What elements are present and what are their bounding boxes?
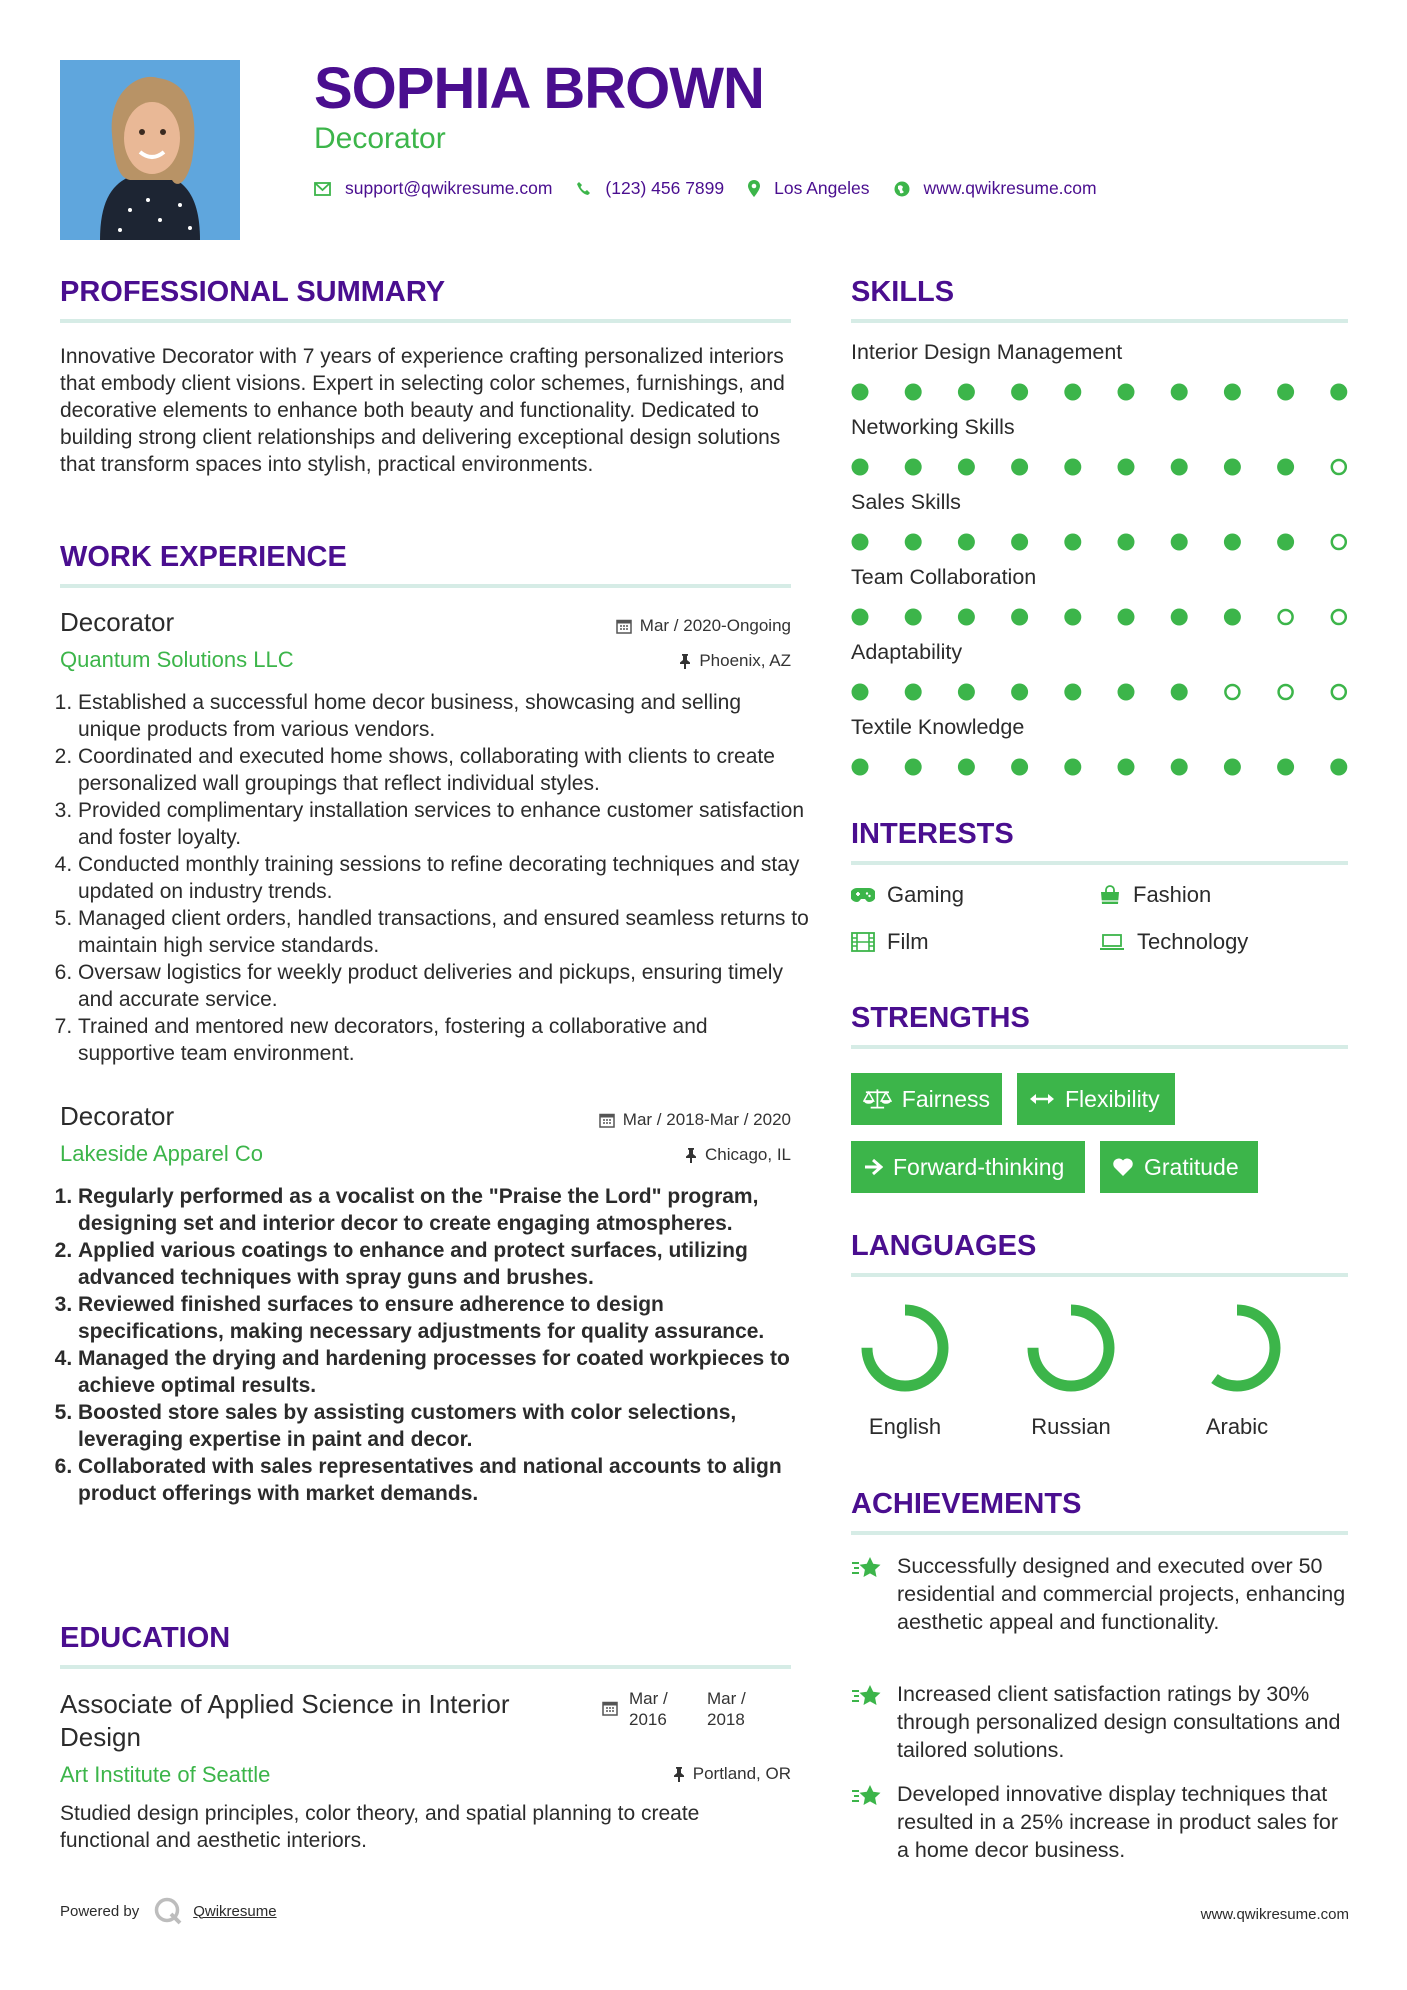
strength-badge: [851, 1141, 1085, 1193]
achievement-text: Increased client satisfaction ratings by 30% through personalized design consultations and tailored solutions.: [897, 1682, 1341, 1762]
achievement-text: Successfully designed and executed over 50 residential and commercial projects, enhancing aesthetic appeal and functionality.: [897, 1554, 1346, 1634]
rating-dot-filled: [958, 534, 975, 551]
language-proficiency-ring: [1021, 1298, 1121, 1398]
responsibility-item: 3. Provided complimentary installation services to enhance customer satisfaction and foster loyalty.: [78, 797, 809, 851]
pin-icon: [679, 653, 691, 669]
skill-name: Interior Design Management: [851, 340, 1123, 364]
job-dates: [599, 1110, 791, 1130]
job-location: [679, 651, 791, 671]
rating-dot-filled: [852, 534, 869, 551]
education-start-date: Mar / 2016: [629, 1689, 668, 1729]
heart-icon: [1112, 1157, 1134, 1177]
rating-dot-filled: [905, 534, 922, 551]
rating-dot-filled: [852, 384, 869, 401]
rating-dot-filled: [1118, 759, 1135, 776]
interests-heading: INTERESTS: [851, 818, 1014, 850]
qwikresume-logo-icon: [153, 1896, 183, 1926]
rating-dot-filled: [1224, 384, 1241, 401]
skill-name: Networking Skills: [851, 415, 1015, 439]
balance-scale-icon: [863, 1088, 892, 1110]
languages-heading: LANGUAGES: [851, 1230, 1037, 1262]
strength-badge: [1017, 1073, 1175, 1125]
star-icon: [851, 1684, 883, 1710]
skill-rating: [851, 531, 1351, 553]
job-responsibilities: [60, 1183, 809, 1507]
rating-dot-empty: [1225, 685, 1239, 699]
powered-by-text: Powered by: [60, 1902, 140, 1920]
education-end-date: Mar / 2018: [707, 1689, 746, 1729]
map-marker-icon: [748, 180, 760, 197]
calendar-icon: [599, 1112, 615, 1128]
interest-item: [851, 929, 929, 955]
strength-label: Fairness: [901, 1085, 990, 1112]
job-location-text: Chicago, IL: [705, 1145, 791, 1164]
rating-dot-empty: [1332, 610, 1346, 624]
rating-dot-filled: [1118, 384, 1135, 401]
rating-dot-filled: [1224, 759, 1241, 776]
contact-website[interactable]: [894, 178, 1097, 199]
language-proficiency-ring: [855, 1298, 955, 1398]
achievement-item: [851, 1680, 1351, 1764]
job-title: Decorator: [60, 1101, 175, 1131]
footer-powered-by: [60, 1896, 277, 1926]
interest-item: [851, 882, 964, 908]
job-dates-text: Mar / 2018-Mar / 2020: [622, 1110, 791, 1129]
rating-dot-filled: [1330, 759, 1347, 776]
responsibility-item: 6. Oversaw logistics for weekly product deliveries and pickups, ensuring timely and accurate service.: [78, 959, 809, 1013]
education-heading: EDUCATION: [60, 1622, 231, 1654]
film-icon: [851, 932, 875, 952]
phone-text: (123) 456 7899: [605, 178, 725, 198]
section-divider: [851, 1273, 1348, 1277]
responsibility-item: 2. Coordinated and executed home shows, collaborating with clients to create personalized wall groupings that reflect individual styles.: [78, 743, 809, 797]
responsibility-item: 5. Managed client orders, handled transactions, and ensured seamless returns to maintain high service standards.: [78, 905, 809, 959]
responsibility-item: 7. Trained and mentored new decorators, fostering a collaborative and supportive team environment.: [78, 1013, 809, 1067]
language-proficiency-arc: [1199, 1310, 1275, 1386]
section-divider: [851, 1531, 1348, 1535]
rating-dot-filled: [1064, 384, 1081, 401]
rating-dot-filled: [1277, 534, 1294, 551]
globe-icon: [894, 181, 910, 197]
calendar-icon: [602, 1700, 618, 1716]
strength-label: Gratitude: [1144, 1153, 1239, 1180]
rating-dot-filled: [958, 384, 975, 401]
brand-link[interactable]: Qwikresume: [193, 1902, 277, 1920]
achievements-heading: ACHIEVEMENTS: [851, 1488, 1082, 1520]
interest-item: [1099, 882, 1211, 908]
skill-name: Team Collaboration: [851, 565, 1037, 589]
rating-dot-filled: [958, 459, 975, 476]
rating-dot-filled: [1011, 684, 1028, 701]
section-divider: [60, 1665, 791, 1669]
rating-dot-filled: [1224, 609, 1241, 626]
skill-rating: [851, 756, 1351, 778]
arrow-right-icon: [863, 1158, 883, 1176]
rating-dot-empty: [1279, 685, 1293, 699]
contact-bar: [314, 178, 1121, 199]
laptop-icon: [1099, 933, 1125, 951]
language-name: Russian: [1031, 1414, 1111, 1439]
footer-url[interactable]: www.qwikresume.com: [1200, 1906, 1349, 1923]
rating-dot-filled: [1011, 534, 1028, 551]
section-divider: [60, 584, 791, 588]
section-divider: [851, 1045, 1348, 1049]
job-dates-text: Mar / 2020-Ongoing: [639, 616, 791, 635]
strength-badge: [1100, 1141, 1258, 1193]
skill-rating: [851, 456, 1351, 478]
rating-dot-filled: [1118, 534, 1135, 551]
interest-label: Technology: [1137, 929, 1249, 954]
rating-dot-filled: [958, 759, 975, 776]
candidate-role: Decorator: [314, 122, 446, 155]
skill-rating: [851, 606, 1351, 628]
rating-dot-filled: [1011, 384, 1028, 401]
rating-dot-filled: [1277, 759, 1294, 776]
education-description: Studied design principles, color theory, and spatial planning to create functional and aesthetic interiors.: [60, 1802, 700, 1852]
job-location: [685, 1145, 791, 1165]
rating-dot-filled: [1118, 459, 1135, 476]
star-icon: [851, 1784, 883, 1810]
contact-location: [748, 178, 869, 199]
rating-dot-filled: [905, 684, 922, 701]
calendar-icon: [616, 618, 632, 634]
rating-dot-filled: [1224, 534, 1241, 551]
responsibility-item: 4. Managed the drying and hardening processes for coated workpieces to achieve optimal results.: [78, 1345, 809, 1399]
candidate-name: SOPHIA BROWN: [314, 56, 764, 121]
rating-dot-filled: [905, 759, 922, 776]
gamepad-icon: [851, 887, 875, 903]
summary-text: Innovative Decorator with 7 years of experience crafting personalized interiors that embody client visions. Expert in selecting color schemes, furnishings, and decorative elements to enhance both beauty and functionality. Dedicated to building strong client relationships and delivering exceptional design solutions that transform spaces into stylish, practical environments.: [60, 345, 785, 476]
rating-dot-filled: [1277, 384, 1294, 401]
language-proficiency-ring: [1187, 1298, 1287, 1398]
website-text: www.qwikresume.com: [923, 178, 1097, 198]
responsibility-item: 1. Regularly performed as a vocalist on the "Praise the Lord" program, designing set and interior decor to create engaging atmospheres.: [78, 1183, 809, 1237]
rating-dot-filled: [1011, 609, 1028, 626]
contact-email[interactable]: [314, 178, 552, 199]
arrows-horizontal-icon: [1029, 1092, 1055, 1106]
location-text: Los Angeles: [774, 178, 870, 198]
responsibility-item: 6. Collaborated with sales representatives and national accounts to align product offerings with market demands.: [78, 1453, 809, 1507]
pin-icon: [685, 1147, 697, 1163]
language-proficiency-arc: [1033, 1310, 1109, 1386]
skill-name: Sales Skills: [851, 490, 961, 514]
language-name: Arabic: [1205, 1414, 1269, 1439]
strengths-heading: STRENGTHS: [851, 1002, 1030, 1034]
summary-heading: PROFESSIONAL SUMMARY: [60, 276, 446, 308]
job-title: Decorator: [60, 607, 175, 637]
rating-dot-filled: [852, 684, 869, 701]
interest-item: [1099, 929, 1248, 955]
phone-icon: [576, 181, 591, 196]
responsibility-item: 3. Reviewed finished surfaces to ensure adherence to design specifications, making necessary adjustments for quality assurance.: [78, 1291, 809, 1345]
rating-dot-empty: [1332, 460, 1346, 474]
profile-photo: [60, 60, 240, 240]
rating-dot-filled: [1171, 759, 1188, 776]
rating-dot-filled: [1064, 534, 1081, 551]
skill-name: Adaptability: [851, 640, 963, 664]
rating-dot-filled: [905, 459, 922, 476]
school-name: Art Institute of Seattle: [60, 1762, 271, 1787]
envelope-icon: [314, 182, 331, 196]
star-icon: [851, 1556, 883, 1582]
rating-dot-filled: [1011, 759, 1028, 776]
rating-dot-filled: [1171, 609, 1188, 626]
section-divider: [851, 861, 1348, 865]
education-location: [673, 1764, 791, 1784]
strength-badge: [851, 1073, 1002, 1125]
skill-name: Textile Knowledge: [851, 715, 1025, 739]
interest-label: Film: [887, 929, 929, 954]
rating-dot-empty: [1332, 535, 1346, 549]
company-name: Quantum Solutions LLC: [60, 647, 294, 672]
rating-dot-filled: [1118, 609, 1135, 626]
achievement-item: [851, 1552, 1351, 1636]
language-name: English: [868, 1414, 942, 1439]
work-heading: WORK EXPERIENCE: [60, 541, 347, 573]
skills-heading: SKILLS: [851, 276, 955, 308]
responsibility-item: 5. Boosted store sales by assisting customers with color selections, leveraging expertise in paint and decor.: [78, 1399, 809, 1453]
rating-dot-filled: [1171, 459, 1188, 476]
rating-dot-filled: [1224, 459, 1241, 476]
email-text: support@qwikresume.com: [345, 178, 553, 198]
rating-dot-filled: [1171, 534, 1188, 551]
achievement-item: [851, 1780, 1351, 1864]
section-divider: [60, 319, 791, 323]
responsibility-item: 2. Applied various coatings to enhance and protect surfaces, utilizing advanced techniques with spray guns and brushes.: [78, 1237, 809, 1291]
rating-dot-filled: [1171, 684, 1188, 701]
job-dates: [616, 616, 791, 636]
rating-dot-filled: [1011, 459, 1028, 476]
rating-dot-filled: [1118, 684, 1135, 701]
interest-label: Gaming: [887, 882, 965, 907]
education-location-text: Portland, OR: [692, 1764, 791, 1783]
language-proficiency-arc: [867, 1310, 943, 1386]
responsibility-item: 1. Established a successful home decor business, showcasing and selling unique products from various vendors.: [78, 689, 809, 743]
contact-phone[interactable]: [576, 178, 724, 199]
rating-dot-filled: [905, 384, 922, 401]
strength-label: Flexibility: [1065, 1085, 1160, 1112]
company-name: Lakeside Apparel Co: [60, 1141, 264, 1166]
rating-dot-filled: [1277, 459, 1294, 476]
rating-dot-filled: [852, 759, 869, 776]
degree-title: Associate of Applied Science in Interior Design: [60, 1689, 510, 1752]
rating-dot-filled: [852, 609, 869, 626]
rating-dot-filled: [1171, 384, 1188, 401]
responsibility-item: 4. Conducted monthly training sessions to refine decorating techniques and stay updated on industry trends.: [78, 851, 809, 905]
rating-dot-filled: [1064, 759, 1081, 776]
rating-dot-filled: [958, 684, 975, 701]
job-location-text: Phoenix, AZ: [699, 651, 791, 670]
section-divider: [851, 319, 1348, 323]
rating-dot-empty: [1332, 685, 1346, 699]
pin-icon: [673, 1766, 685, 1782]
rating-dot-filled: [1330, 384, 1347, 401]
rating-dot-filled: [958, 609, 975, 626]
rating-dot-filled: [1064, 459, 1081, 476]
job-responsibilities: [60, 689, 809, 1067]
rating-dot-empty: [1279, 610, 1293, 624]
rating-dot-filled: [905, 609, 922, 626]
shopping-bag-icon: [1099, 885, 1121, 905]
rating-dot-filled: [1064, 609, 1081, 626]
skill-rating: [851, 681, 1351, 703]
achievement-text: Developed innovative display techniques that resulted in a 25% increase in product sales for a home decor business.: [897, 1782, 1338, 1862]
skill-rating: [851, 381, 1351, 403]
rating-dot-filled: [1064, 684, 1081, 701]
strength-label: Forward-thinking: [893, 1153, 1065, 1180]
rating-dot-filled: [852, 459, 869, 476]
interest-label: Fashion: [1133, 882, 1212, 907]
